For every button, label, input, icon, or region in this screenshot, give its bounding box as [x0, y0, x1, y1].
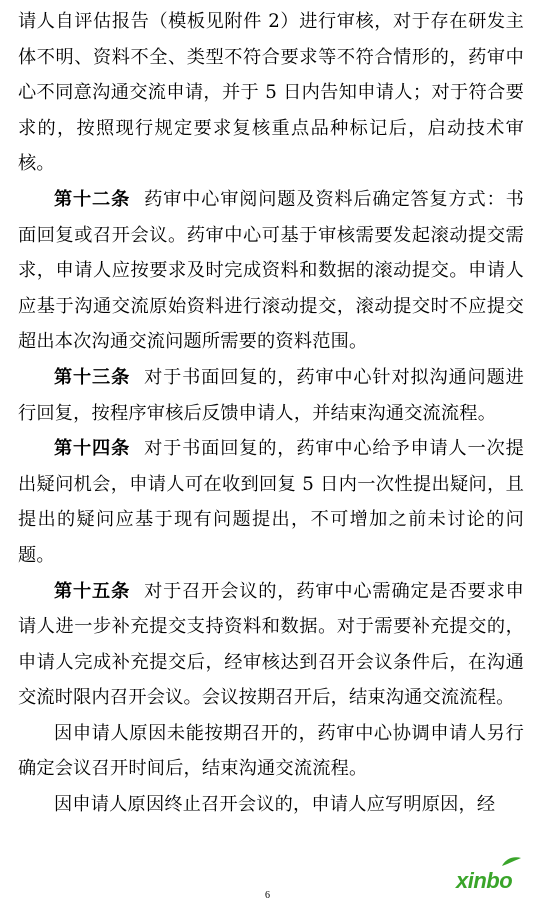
- watermark-text: xinbo: [456, 868, 513, 893]
- paragraph-text: 药审中心审阅问题及资料后确定答复方式：书面回复或召开会议。药审中心可基于审核需要发起滚动提交需求，申请人应按要求及时完成资料和数据的滚动提交。申请人应基于沟通交流原始资料进行滚动提交，滚动提交时不应提交超出本次沟通交流问题所需要的资料范围。: [18, 188, 524, 353]
- watermark-logo: [456, 856, 532, 893]
- article-14: [18, 431, 524, 573]
- paragraph-text: 对于书面回复的，药审中心给予申请人一次提出疑问机会，申请人可在收到回复 5 日内一次性提出疑问，且提出的疑问应基于现有问题提出，不可增加之前未讨论的问题。: [18, 438, 524, 566]
- paragraph: [18, 716, 524, 787]
- article-heading: 第十三条: [54, 366, 131, 388]
- paragraph-text: 对于召开会议的，药审中心需确定是否要求申请人进一步补充提交支持资料和数据。对于需要补充提交的，申请人完成补充提交后，经审核达到召开会议条件后，在沟通交流时限内召开会议。会议按期召开后，结束沟通交流流程。: [18, 580, 524, 709]
- paragraph-text: 请人自评估报告（模板见附件 2）进行审核，对于存在研发主体不明、资料不全、类型不符合要求等不符合情形的，药审中心不同意沟通交流申请，并于 5 日内告知申请人；对于符合要求的，按照现行规定要求复核重点品种标记后，启动技术审核。: [18, 11, 524, 175]
- article-12: [18, 182, 524, 360]
- paragraph-text: 对于书面回复的，药审中心针对拟沟通问题进行回复，按程序审核后反馈申请人，并结束沟通交流流程。: [18, 366, 524, 424]
- article-13: [18, 360, 524, 431]
- article-heading: 第十二条: [54, 188, 131, 210]
- article-heading: 第十四条: [54, 438, 131, 460]
- article-heading: 第十五条: [54, 580, 131, 602]
- article-15: [18, 574, 524, 716]
- page-number: 6: [265, 890, 270, 901]
- paragraph: [18, 787, 524, 823]
- paragraph-text: 因申请人原因未能按期召开的，药审中心协调申请人另行确定会议召开时间后，结束沟通交流流程。: [18, 722, 524, 780]
- paragraph-text: 因申请人原因终止召开会议的，申请人应写明原因，经: [54, 794, 496, 816]
- document-body: [18, 4, 524, 823]
- leaf-icon: [500, 856, 522, 868]
- paragraph-continuation: [18, 4, 524, 182]
